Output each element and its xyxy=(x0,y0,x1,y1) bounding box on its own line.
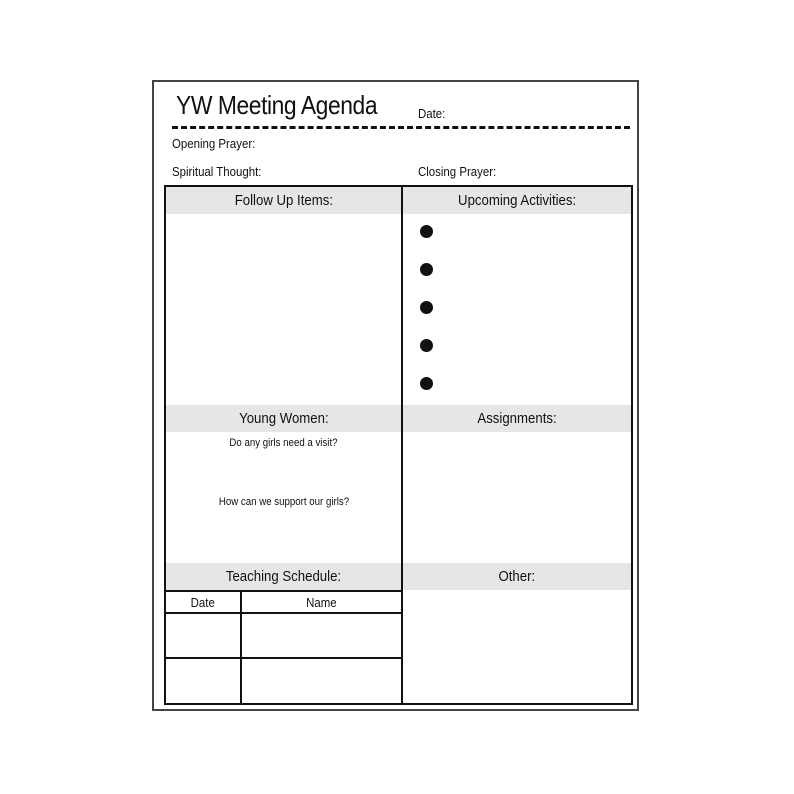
agenda-grid xyxy=(164,185,633,705)
other-title: Other: xyxy=(498,568,536,585)
page-title: YW Meeting Agenda xyxy=(176,90,378,120)
teaching-schedule-title: Teaching Schedule: xyxy=(225,568,342,585)
spiritual-thought-label: Spiritual Thought: xyxy=(172,164,262,179)
upcoming-activities-title: Upcoming Activities: xyxy=(457,192,577,209)
other-header xyxy=(403,563,631,590)
bullet-icon xyxy=(420,339,433,352)
bullet-icon xyxy=(420,377,433,390)
table-header-name: Name xyxy=(306,594,337,610)
follow-up-header xyxy=(166,187,401,214)
table-header-date: Date xyxy=(190,594,216,610)
visit-prompt: Do any girls need a visit? xyxy=(229,437,338,449)
opening-prayer-label: Opening Prayer: xyxy=(172,136,256,151)
teaching-schedule-table xyxy=(166,590,401,703)
young-women-title: Young Women: xyxy=(238,410,329,427)
upcoming-activities-header xyxy=(403,187,631,214)
title-dashed-divider xyxy=(172,126,630,129)
closing-prayer-label: Closing Prayer: xyxy=(418,164,497,179)
bullet-icon xyxy=(420,263,433,276)
bullet-icon xyxy=(420,225,433,238)
date-label: Date: xyxy=(418,106,446,121)
column-divider xyxy=(401,187,403,703)
assignments-title: Assignments: xyxy=(477,410,557,427)
young-women-header xyxy=(166,405,401,432)
teaching-schedule-header xyxy=(166,563,401,590)
table-row-divider xyxy=(166,612,401,614)
support-prompt: How can we support our girls? xyxy=(218,496,349,508)
assignments-header xyxy=(403,405,631,432)
bullet-icon xyxy=(420,301,433,314)
follow-up-title: Follow Up Items: xyxy=(234,192,333,209)
table-row-divider xyxy=(166,657,401,659)
agenda-sheet xyxy=(152,80,639,711)
